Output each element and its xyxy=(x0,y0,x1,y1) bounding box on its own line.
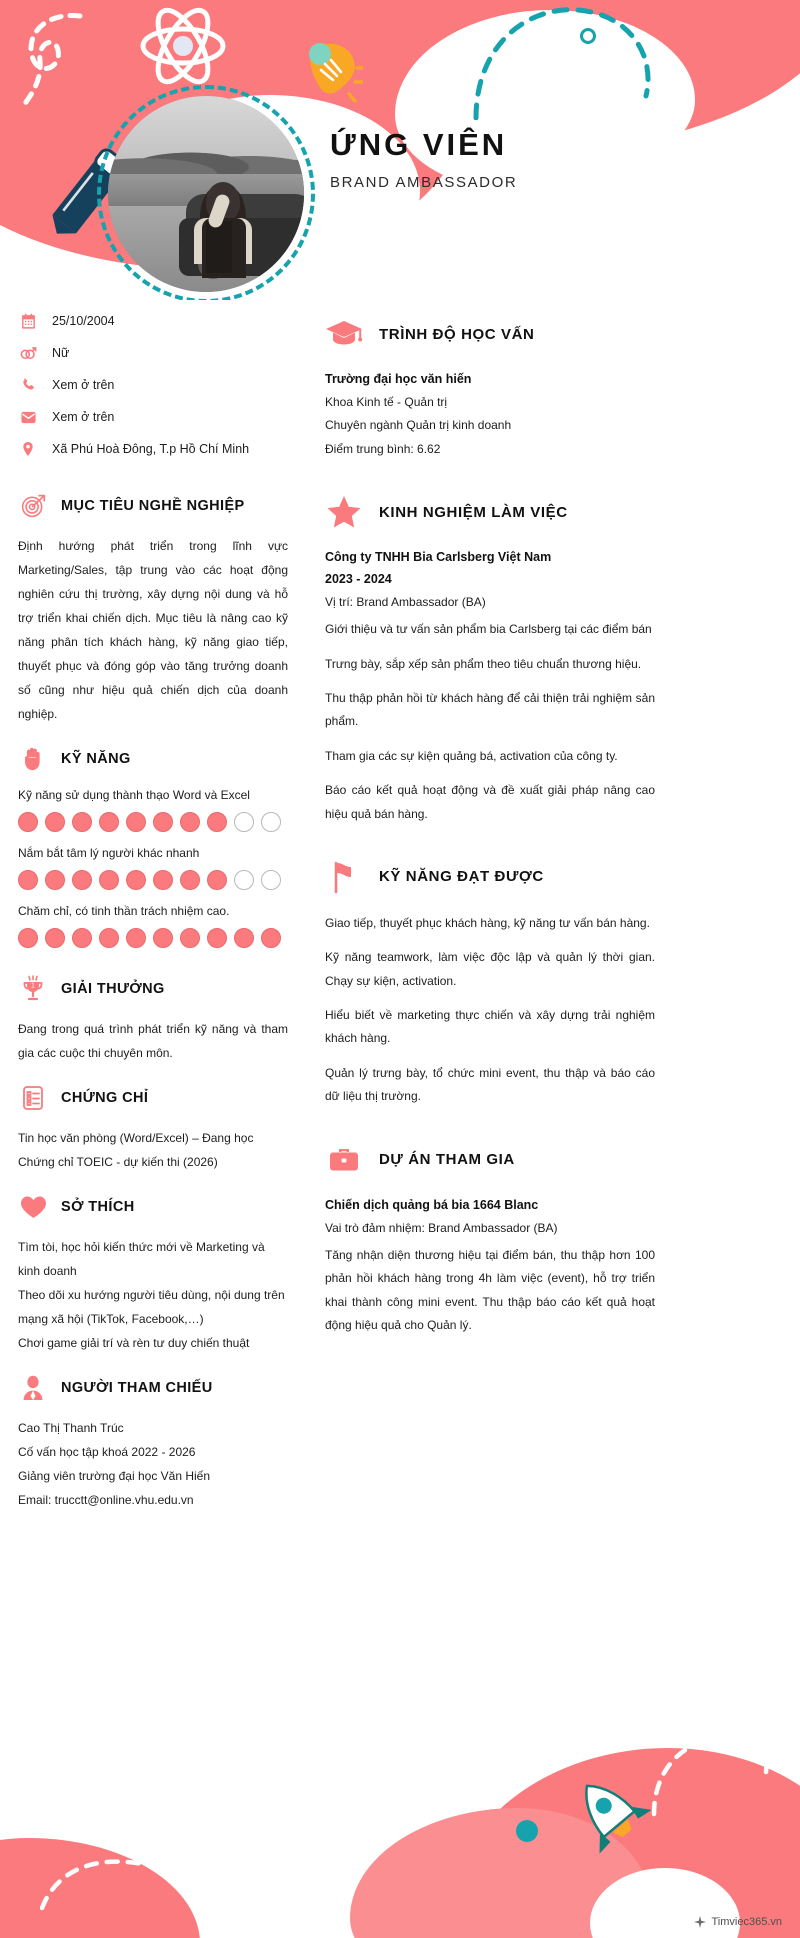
graduation-cap-icon xyxy=(325,317,363,351)
experience-duty: Trưng bày, sắp xếp sản phẩm theo tiêu chuẩn thương hiệu. xyxy=(325,656,642,671)
section-title: DỰ ÁN THAM GIA xyxy=(379,1151,515,1169)
section-title: NGƯỜI THAM CHIẾU xyxy=(61,1380,213,1396)
trophy-icon xyxy=(18,974,48,1004)
experience-duty: Tham gia các sự kiện quảng bá, activation của công ty. xyxy=(325,748,618,763)
achieved-skill-item: Hiểu biết về marketing thực chiến và xây dựng trải nghiệm khách hàng. xyxy=(325,1008,655,1046)
education-line: Khoa Kinh tế - Quản trị xyxy=(325,394,448,409)
section-header-awards xyxy=(18,974,288,1004)
footer-decoration xyxy=(0,1678,800,1938)
section-title: SỞ THÍCH xyxy=(61,1199,135,1215)
rating-dot-empty xyxy=(234,870,254,890)
flag-icon xyxy=(325,860,363,894)
rating-dot-filled xyxy=(45,928,65,948)
right-column xyxy=(325,295,655,1337)
rating-dot-filled xyxy=(72,870,92,890)
hobby-line: Theo dõi xu hướng người tiêu dùng, nội dung trên mạng xã hội (TikTok, Facebook,…) xyxy=(18,1288,285,1326)
svg-text:1: 1 xyxy=(31,982,35,990)
email-icon xyxy=(18,407,38,427)
contact-row-gender xyxy=(18,337,288,369)
section-header-objective xyxy=(18,491,288,521)
rating-dot-filled xyxy=(180,870,200,890)
person-icon xyxy=(18,1373,48,1403)
awards-text: Đang trong quá trình phát triển kỹ năng và tham gia các cuộc thi chuyên môn. xyxy=(18,1022,288,1060)
project-role: Vai trò đảm nhiệm: Brand Ambassador (BA) xyxy=(325,1220,558,1235)
sparkle-icon xyxy=(694,1916,706,1928)
rating-dot-filled xyxy=(207,812,227,832)
hobby-line: Tìm tòi, học hỏi kiến thức mới về Marketing và kinh doanh xyxy=(18,1240,265,1278)
certificate-icon xyxy=(18,1083,48,1113)
skill-item xyxy=(18,904,288,948)
teal-dot-decoration xyxy=(516,1820,538,1842)
certificate-line: Chứng chỉ TOEIC - dự kiến thi (2026) xyxy=(18,1155,218,1169)
dashed-arc-icon xyxy=(650,1728,770,1818)
contact-row-birthdate xyxy=(18,305,288,337)
rating-dot-filled xyxy=(99,870,119,890)
objective-text: Định hướng phát triển trong lĩnh vực Marketing/Sales, tập trung vào các hoạt động nghiên cứu thị trường, xây dựng nội dung và hỗ trợ triển khai chiến dịch. Mục tiêu là nâng cao kỹ năng phân tích khách hàng, kỹ năng giao tiếp, thuyết phục và đóng góp vào tăng trưởng doanh số cũng như hiệu quả chiến dịch của doanh nghiệp. xyxy=(18,539,288,721)
reference-line: Giảng viên trường đại học Văn Hiến xyxy=(18,1469,211,1483)
rating-dot-filled xyxy=(180,812,200,832)
skill-label: Nắm bắt tâm lý người khác nhanh xyxy=(18,846,200,860)
rocket-icon xyxy=(566,1770,662,1866)
project-name: Chiến dịch quảng bá bia 1664 Blanc xyxy=(325,1197,539,1212)
skill-item xyxy=(18,846,288,890)
experience-period: 2023 - 2024 xyxy=(325,571,392,586)
section-header-projects xyxy=(325,1143,655,1177)
achieved-skill-item: Kỹ năng teamwork, làm việc độc lập và quản lý thời gian. Chạy sự kiện, activation. xyxy=(325,950,655,988)
teal-circle-decoration xyxy=(580,28,596,44)
education-line: Điểm trung bình: 6.62 xyxy=(325,441,441,456)
project-description: Tăng nhận diện thương hiệu tại điểm bán, thu thập hơn 100 phản hồi khách hàng trong 4h làm việc (event), hỗ trợ triển khai thành công mini event. Thu thập báo cáo kết quả hoạt động hiệu quả cho Quản lý. xyxy=(325,1247,655,1333)
certificate-line: Tin học văn phòng (Word/Excel) – Đang học xyxy=(18,1131,254,1145)
experience-duty: Báo cáo kết quả hoạt động và đề xuất giải pháp nâng cao hiệu quả bán hàng. xyxy=(325,783,655,821)
experience-company: Công ty TNHH Bia Carlsberg Việt Nam xyxy=(325,550,552,565)
hobby-line: Chơi game giải trí và rèn tư duy chiến thuật xyxy=(18,1336,250,1350)
rating-dot-filled xyxy=(18,870,38,890)
star-icon xyxy=(325,495,363,529)
skill-label: Chăm chỉ, có tinh thần trách nhiệm cao. xyxy=(18,904,230,918)
rating-dot-filled xyxy=(153,928,173,948)
reference-line: Cố vấn học tập khoá 2022 - 2026 xyxy=(18,1445,196,1459)
achieved-skill-item: Quản lý trưng bày, tổ chức mini event, thu thập và báo cáo dữ liệu thị trường. xyxy=(325,1065,655,1104)
rating-dot-filled xyxy=(126,870,146,890)
contact-value: Xem ở trên xyxy=(52,378,115,392)
section-title: KỸ NĂNG xyxy=(61,751,131,767)
contact-value: 25/10/2004 xyxy=(52,314,115,328)
rating-dot-filled xyxy=(153,870,173,890)
page-title: ỨNG VIÊN xyxy=(330,127,508,162)
section-header-reference xyxy=(18,1373,288,1403)
dashed-squiggle-icon xyxy=(18,8,104,118)
education-line: Chuyên ngành Quản trị kinh doanh xyxy=(325,418,512,433)
education-school: Trường đại học văn hiến xyxy=(325,372,472,386)
rating-dot-filled xyxy=(18,928,38,948)
left-column xyxy=(18,305,288,1512)
rating-dot-filled xyxy=(153,812,173,832)
avatar xyxy=(97,85,315,300)
rating-dot-empty xyxy=(261,870,281,890)
section-title: KỸ NĂNG ĐẠT ĐƯỢC xyxy=(379,868,544,886)
rating-dot-empty xyxy=(261,812,281,832)
skill-item xyxy=(18,788,288,832)
location-icon xyxy=(18,439,38,459)
rating-dot-filled xyxy=(234,928,254,948)
section-header-skills xyxy=(18,744,288,774)
rating-dot-filled xyxy=(99,928,119,948)
job-title: BRAND AMBASSADOR xyxy=(330,174,518,192)
rating-dot-filled xyxy=(72,928,92,948)
section-title: CHỨNG CHỈ xyxy=(61,1090,149,1106)
contact-value: Xem ở trên xyxy=(52,410,115,424)
rating-dot-filled xyxy=(45,812,65,832)
rating-dot-filled xyxy=(207,870,227,890)
skill-rating xyxy=(18,928,288,948)
rating-dot-filled xyxy=(180,928,200,948)
rating-dot-filled xyxy=(99,812,119,832)
experience-position: Vị trí: Brand Ambassador (BA) xyxy=(325,594,486,609)
reference-line: Cao Thị Thanh Trúc xyxy=(18,1421,124,1435)
contact-value: Nữ xyxy=(52,346,70,360)
rating-dot-filled xyxy=(18,812,38,832)
calendar-icon xyxy=(18,311,38,331)
section-header-achieved-skills xyxy=(325,860,655,894)
gender-icon xyxy=(18,343,38,363)
contact-row-phone xyxy=(18,369,288,401)
dashed-arc-icon xyxy=(40,1848,170,1918)
section-header-hobbies xyxy=(18,1192,288,1222)
contact-list xyxy=(18,305,288,465)
rating-dot-filled xyxy=(45,870,65,890)
section-header-experience xyxy=(325,495,655,529)
name-block xyxy=(330,128,517,191)
rating-dot-filled xyxy=(261,928,281,948)
rating-dot-filled xyxy=(207,928,227,948)
contact-value: Xã Phú Hoà Đông, T.p Hồ Chí Minh xyxy=(52,442,250,456)
section-title: KINH NGHIỆM LÀM VIỆC xyxy=(379,503,568,521)
experience-duty: Giới thiệu và tư vấn sản phẩm bia Carlsberg tại các điểm bán xyxy=(325,622,652,637)
rating-dot-filled xyxy=(126,812,146,832)
section-title: MỤC TIÊU NGHỀ NGHIỆP xyxy=(61,498,245,514)
heart-icon xyxy=(18,1192,48,1222)
rating-dot-filled xyxy=(126,928,146,948)
reference-line: Email: trucctt@online.vhu.edu.vn xyxy=(18,1493,194,1507)
rating-dot-empty xyxy=(234,812,254,832)
section-title: GIẢI THƯỞNG xyxy=(61,981,165,997)
achieved-skill-item: Giao tiếp, thuyết phục khách hàng, kỹ năng tư vấn bán hàng. xyxy=(325,915,650,930)
phone-icon xyxy=(18,375,38,395)
section-header-certificates xyxy=(18,1083,288,1113)
briefcase-icon xyxy=(325,1143,363,1177)
footer-brand-label: Timviec365.vn xyxy=(711,1916,782,1928)
contact-row-email xyxy=(18,401,288,433)
footer-brand xyxy=(694,1916,782,1928)
atom-icon xyxy=(138,5,228,87)
section-title: TRÌNH ĐỘ HỌC VẤN xyxy=(379,325,535,343)
dashed-arc-icon xyxy=(470,0,660,120)
avatar-dashed-ring xyxy=(97,85,315,300)
section-header-education xyxy=(325,317,655,351)
target-icon xyxy=(18,491,48,521)
skill-rating xyxy=(18,812,288,832)
rating-dot-filled xyxy=(72,812,92,832)
skill-label: Kỹ năng sử dụng thành thạo Word và Excel xyxy=(18,788,250,802)
contact-row-address xyxy=(18,433,288,465)
experience-duty: Thu thập phản hồi từ khách hàng để cải thiện trải nghiệm sản phẩm. xyxy=(325,690,655,729)
hand-icon xyxy=(18,744,48,774)
skill-rating xyxy=(18,870,288,890)
